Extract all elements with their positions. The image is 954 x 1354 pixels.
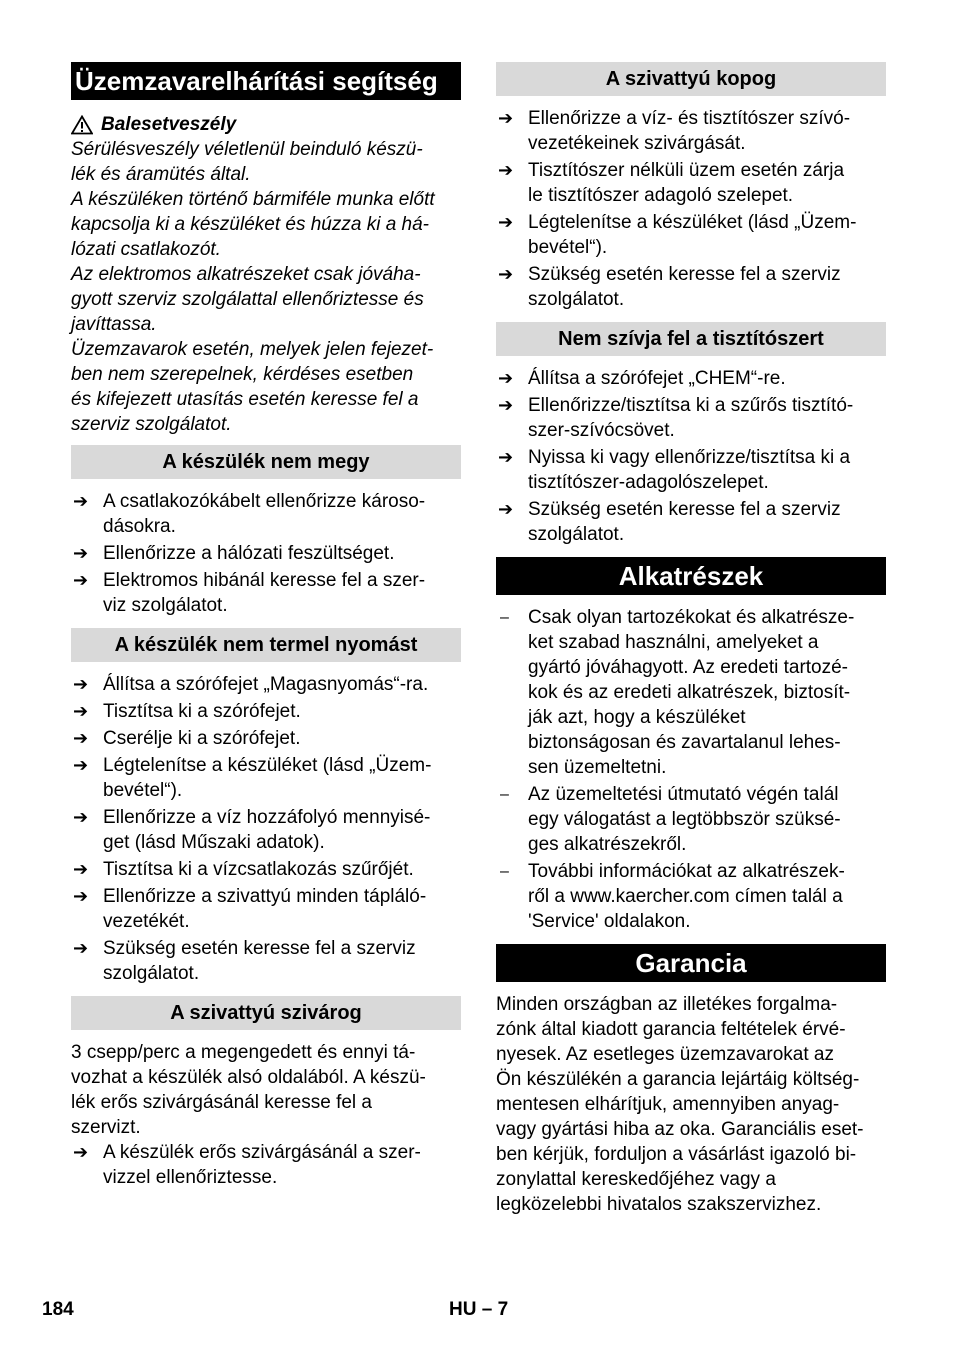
list-item-line: vezetékét. <box>103 911 190 932</box>
list-item <box>71 541 461 566</box>
list-item <box>496 366 886 391</box>
list-item-line: bevétel“). <box>103 780 183 801</box>
text-line: vozhat a készülék alsó oldalából. A készü- <box>71 1067 426 1088</box>
list-item <box>496 106 886 156</box>
language-page-code: HU – 7 <box>449 1299 509 1320</box>
list-item <box>496 445 886 495</box>
list-item-line: További információkat az alkatrészek- <box>528 861 845 882</box>
list-item-line: egy válogatást a legtöbbször szüksé- <box>528 809 841 830</box>
arrow-right-icon: ➔ <box>73 886 89 906</box>
list-item <box>71 753 461 803</box>
list-item-line: kok és az eredeti alkatrészek, biztosít- <box>528 682 851 703</box>
arrow-right-icon: ➔ <box>73 755 89 775</box>
arrow-right-icon: ➔ <box>498 108 514 128</box>
list-item-line: A készülék erős szivárgásánál a szer- <box>103 1142 421 1163</box>
pump-leaks-text <box>71 1040 461 1140</box>
list-item-line: Az üzemeltetési útmutató végén talál <box>528 784 839 805</box>
warning-triangle-icon <box>71 115 93 135</box>
arrow-right-icon: ➔ <box>498 212 514 232</box>
list-item-line: gyártó jóváhagyott. Az eredeti tartozé- <box>528 657 849 678</box>
arrow-right-icon: ➔ <box>498 499 514 519</box>
no-start-list <box>71 489 461 618</box>
list-item <box>496 158 886 208</box>
text-line: A készüléken történő bármiféle munka előtt <box>71 189 435 210</box>
list-item-line: ket szabad használni, amelyeket a <box>528 632 819 653</box>
section-heading-pump-leaks: A szivattyú szivárog <box>71 996 461 1030</box>
section-heading-no-start: A készülék nem megy <box>71 445 461 479</box>
list-item-line: viz szolgálatot. <box>103 595 228 616</box>
list-item <box>71 805 461 855</box>
list-item <box>71 726 461 751</box>
list-item-line: Állítsa a szórófejet „CHEM“-re. <box>528 368 786 389</box>
text-line: szervizt. <box>71 1117 141 1138</box>
list-item-line: Elektromos hibánál keresse fel a szer- <box>103 570 426 591</box>
list-item-line: Szükség esetén keresse fel a szerviz <box>103 938 416 959</box>
text-line: Sérülésveszély véletlenül beinduló készü- <box>71 139 423 160</box>
list-item-line: tisztítószer-adagolószelepet. <box>528 472 769 493</box>
list-item-line: Ellenőrizze a víz- és tisztítószer szívó- <box>528 108 851 129</box>
text-line: Ön készülékén a garancia lejártáig költség- <box>496 1069 860 1090</box>
spare-parts-list <box>496 605 886 934</box>
arrow-right-icon: ➔ <box>498 447 514 467</box>
list-item <box>496 605 886 780</box>
list-item-line: ről a www.kaercher.com címen talál a <box>528 886 843 907</box>
arrow-right-icon: ➔ <box>73 1142 89 1162</box>
list-item-line: Szükség esetén keresse fel a szerviz <box>528 499 841 520</box>
text-line: javíttassa. <box>71 314 157 335</box>
list-item-line: Ellenőrizze/tisztítsa ki a szűrős tisztító- <box>528 395 854 416</box>
text-line: ben nem szerepelnek, kérdéses esetben <box>71 364 414 385</box>
list-item-line: Ellenőrizze a hálózati feszültséget. <box>103 543 395 564</box>
list-item <box>71 884 461 934</box>
list-item-line: vezetékeinek szivárgását. <box>528 133 746 154</box>
list-item-line: Nyissa ki vagy ellenőrizze/tisztítsa ki a <box>528 447 851 468</box>
list-item <box>71 568 461 618</box>
list-item-line: ges alkatrészekről. <box>528 834 687 855</box>
list-item <box>496 782 886 857</box>
list-item-line: Légtelenítse a készüléket (lásd „Üzem- <box>528 212 857 233</box>
list-item-line: Tisztítsa ki a vízcsatlakozás szűrőjét. <box>103 859 414 880</box>
warranty-text <box>496 992 886 1217</box>
arrow-right-icon: ➔ <box>73 701 89 721</box>
list-item-line: Légtelenítse a készüléket (lásd „Üzem- <box>103 755 432 776</box>
list-item-line: sen üzemeltetni. <box>528 757 667 778</box>
right-column <box>496 62 886 1217</box>
list-item-line: Tisztítószer nélküli üzem esetén zárja <box>528 160 845 181</box>
arrow-right-icon: ➔ <box>73 859 89 879</box>
spare-parts-heading: Alkatrészek <box>496 557 886 595</box>
list-item <box>71 857 461 882</box>
arrow-right-icon: ➔ <box>498 395 514 415</box>
text-line: 3 csepp/perc a megengedett és ennyi tá- <box>71 1042 416 1063</box>
list-item-line: szolgálatot. <box>528 524 625 545</box>
list-item <box>71 1140 461 1190</box>
page-number: 184 <box>42 1299 74 1320</box>
list-item <box>496 210 886 260</box>
list-item <box>496 859 886 934</box>
warning-text <box>71 137 461 437</box>
text-line: lózati csatlakozót. <box>71 239 221 260</box>
troubleshooting-heading: Üzemzavarelhárítási segítség <box>71 62 461 100</box>
list-item-line: vizzel ellenőriztesse. <box>103 1167 278 1188</box>
list-item-line: Ellenőrizze a szivattyú minden tápláló- <box>103 886 427 907</box>
warranty-heading: Garancia <box>496 944 886 982</box>
list-item-line: szolgálatot. <box>528 289 625 310</box>
list-item-line: Ellenőrizze a víz hozzáfolyó mennyisé- <box>103 807 431 828</box>
list-item <box>71 936 461 986</box>
text-line: mentesen elhárítjuk, amennyiben anyag- <box>496 1094 840 1115</box>
text-line: zonylattal kereskedőjéhez vagy a <box>496 1169 776 1190</box>
dash-bullet: – <box>500 863 509 880</box>
list-item-line: biztonságosan és zavartalanul lehes- <box>528 732 841 753</box>
arrow-right-icon: ➔ <box>498 368 514 388</box>
pump-knocks-list <box>496 106 886 312</box>
text-line: zónk által kiadott garancia feltételek érvé- <box>496 1019 846 1040</box>
list-item-line: Csak olyan tartozékokat és alkatrésze- <box>528 607 855 628</box>
list-item-line: ják azt, hogy a készüléket <box>528 707 746 728</box>
arrow-right-icon: ➔ <box>73 543 89 563</box>
arrow-right-icon: ➔ <box>73 570 89 590</box>
list-item-line: szer-szívócsövet. <box>528 420 675 441</box>
text-line: és kifejezett utasítás esetén keresse fel a <box>71 389 419 410</box>
list-item-line: get (lásd Műszaki adatok). <box>103 832 325 853</box>
arrow-right-icon: ➔ <box>498 160 514 180</box>
list-item <box>71 672 461 697</box>
list-item-line: Cserélje ki a szórófejet. <box>103 728 301 749</box>
list-item-line: A csatlakozókábelt ellenőrizze károso- <box>103 491 426 512</box>
no-pressure-list <box>71 672 461 986</box>
text-line: lék és áramütés által. <box>71 164 251 185</box>
arrow-right-icon: ➔ <box>73 674 89 694</box>
list-item <box>71 699 461 724</box>
dash-bullet: – <box>500 609 509 626</box>
text-line: Minden országban az illetékes forgalma- <box>496 994 838 1015</box>
list-item-line: bevétel“). <box>528 237 608 258</box>
list-item-line: le tisztítószer adagoló szelepet. <box>528 185 794 206</box>
list-item-line: szolgálatot. <box>103 963 200 984</box>
text-line: gyott szerviz szolgálattal ellenőriztesse és <box>71 289 424 310</box>
section-heading-pump-knocks: A szivattyú kopog <box>496 62 886 96</box>
text-line: Az elektromos alkatrészeket csak jóváha- <box>71 264 421 285</box>
arrow-right-icon: ➔ <box>498 264 514 284</box>
text-line: szerviz szolgálatot. <box>71 414 232 435</box>
text-line: legközelebbi hivatalos szakszervizhez. <box>496 1194 822 1215</box>
text-line: ben kérjük, forduljon a vásárlást igazoló bi- <box>496 1144 857 1165</box>
text-line: nyesek. Az esetleges üzemzavarokat az <box>496 1044 834 1065</box>
list-item-line: Szükség esetén keresse fel a szerviz <box>528 264 841 285</box>
warning-title-text: Balesetveszély <box>101 114 237 135</box>
arrow-right-icon: ➔ <box>73 807 89 827</box>
text-line: lék erős szivárgásánál keresse fel a <box>71 1092 372 1113</box>
section-heading-no-pressure: A készülék nem termel nyomást <box>71 628 461 662</box>
list-item <box>496 393 886 443</box>
text-line: vagy gyártási hiba az oka. Garanciális eset- <box>496 1119 864 1140</box>
list-item <box>496 262 886 312</box>
arrow-right-icon: ➔ <box>73 491 89 511</box>
no-detergent-list <box>496 366 886 547</box>
list-item <box>496 497 886 547</box>
list-item-line: 'Service' oldalakon. <box>528 911 691 932</box>
list-item <box>71 489 461 539</box>
section-heading-no-detergent: Nem szívja fel a tisztítószert <box>496 322 886 356</box>
text-line: Üzemzavarok esetén, melyek jelen fejezet- <box>71 339 434 360</box>
list-item-line: dásokra. <box>103 516 176 537</box>
left-column <box>71 62 461 1192</box>
warning-title <box>71 112 461 137</box>
arrow-right-icon: ➔ <box>73 728 89 748</box>
pump-leaks-list <box>71 1140 461 1190</box>
text-line: kapcsolja ki a készüléket és húzza ki a há- <box>71 214 430 235</box>
dash-bullet: – <box>500 786 509 803</box>
arrow-right-icon: ➔ <box>73 938 89 958</box>
list-item-line: Állítsa a szórófejet „Magasnyomás“-ra. <box>103 674 429 695</box>
list-item-line: Tisztítsa ki a szórófejet. <box>103 701 301 722</box>
